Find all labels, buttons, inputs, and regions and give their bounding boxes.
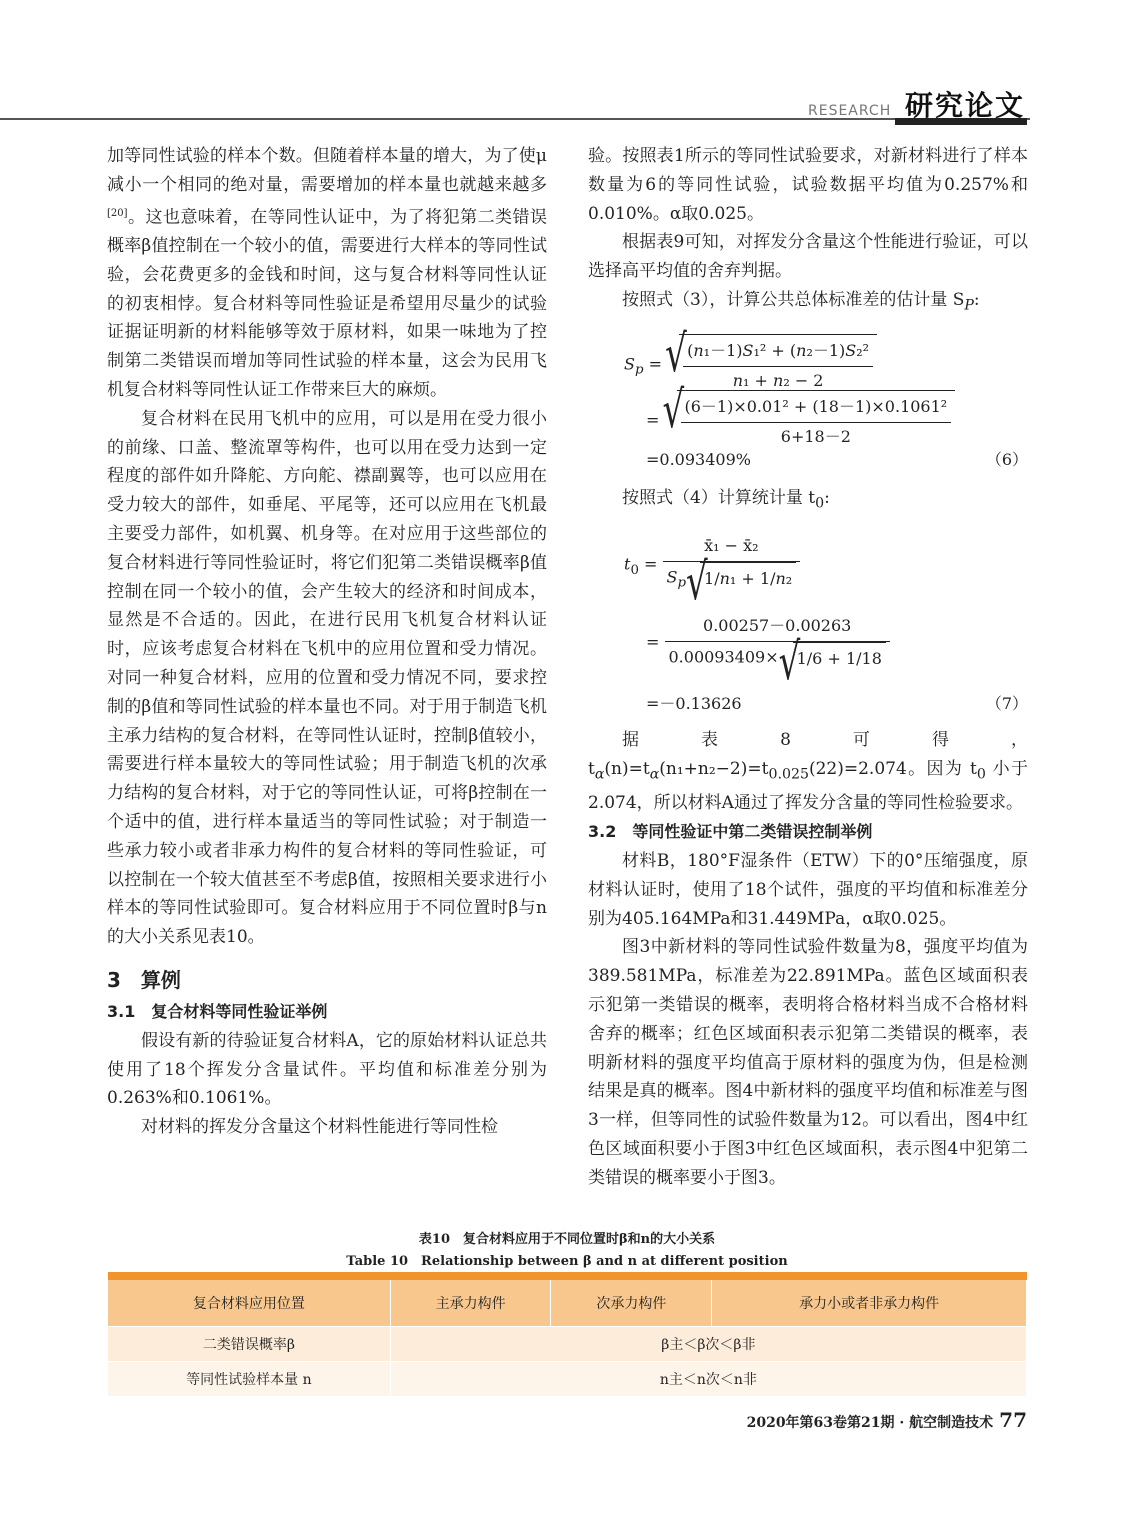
citation: [20] [107, 207, 128, 219]
research-label: RESEARCH [808, 103, 892, 119]
paragraph: 假设有新的待验证复合材料A，它的原始材料认证总共使用了18个挥发分含量试件。平均值和标准差分别为0.263%和0.1061%。 [107, 1030, 547, 1109]
table-10 [107, 1272, 1027, 1397]
section-heading: 3 算例 [107, 967, 181, 992]
section-title: 研究论文 [905, 89, 1026, 122]
table-cell: β主＜β次＜β非 [390, 1327, 1026, 1362]
equation-6: $S_p$ = √ $\frac{\text{(n₁－1)S₁² + (n₂－1)S₂²}}{\text{n₁ + n₂ − 2}}$ = √ $\frac{\text{(6－1)×0.01² + (18－1)×0.1061²}}{6+18-2}$ =0.093409% （6） [588, 334, 1028, 484]
left-column [107, 142, 547, 1142]
table-cell: 等同性试验样本量 n [108, 1362, 391, 1397]
subsection-heading: 3.1 复合材料等同性验证举例 [107, 1001, 328, 1021]
paragraph: 图3中新材料的等同性试验件数量为8，强度平均值为389.581MPa，标准差为22.891MPa。蓝色区域面积表示犯第一类错误的概率，表明将合格材料当成不合格材料舍弃的概率；红色区域面积表示犯第二类错误的概率，表明新材料的强度平均值高于原材料的强度为伪，但是检测结果是真的概率。图4中新材料的强度平均值和标准差与图3一样，但等同性的试验件数量为12。可以看出，图4中红色区域面积要小于图3中红色区域面积，表示图4中犯第二类错误的概率要小于图3。 [588, 937, 1028, 1188]
paragraph: 对材料的挥发分含量这个材料性能进行等同性检 [141, 1117, 498, 1138]
paragraph: 按照式（3），计算公共总体标准差的估计量 $S_P$: [622, 289, 980, 314]
paragraph: 按照式（4）计算统计量 $t_0$: [622, 488, 830, 512]
table-header-row [108, 1280, 1027, 1327]
table-row [108, 1327, 1027, 1362]
table-cell: 二类错误概率β [108, 1327, 391, 1362]
paragraph: 加等同性试验的样本个数。但随着样本量的增大，为了使μ减小一个相同的绝对量，需要增加的样本量也就越来越多[20]。这也意味着，在等同性认证中，为了将犯第二类错误概率β值控制在一个较小的值，需要进行大样本的等同性试验，会花费更多的金钱和时间，这与复合材料等同性认证的初衷相悖。复合材料等同性验证是希望用尽量少的试验证据证明新的材料能够等效于原材料，如果一味地为了控制第二类错误而增加等同性试验的样本量，这会为民用飞机复合材料等同性认证工作带来巨大的麻烦。 [107, 146, 547, 401]
page-number: 77 [999, 1408, 1027, 1432]
subsection-heading: 3.2 等同性验证中第二类错误控制举例 [588, 822, 873, 842]
paragraph: 复合材料在民用飞机中的应用，可以是用在受力很小的前缘、口盖、整流罩等构件，也可以用在受力达到一定程度的部件如升降舵、方向舵、襟副翼等，也可以应用在受力较大的部件，如垂尾、平尾等，还可以应用在飞机最主要受力部件，如机翼、机身等。在对应用于这些部位的复合材料进行等同性验证时，将它们犯第二类错误概率β值控制在同一个较小的值，会产生较大的经济和时间成本，显然是不合适的。因此，在进行民用飞机复合材料认证时，应该考虑复合材料在飞机中的应用位置和受力情况。对同一种复合材料，应用的位置和受力情况不同，要求控制的β值和等同性试验的样本量也不同。对于用于制造飞机主承力结构的复合材料，在等同性认证时，控制β值较小，需要进行样本量较大的等同性试验；用于制造飞机的次承力结构的复合材料，对于它的等同性认证，可将β控制在一个适中的值，进行样本量适当的等同性试验；对于制造一些承力较小或者非承力构件的复合材料的等同性验证，可以控制在一个较大值甚至不考虑β值，按照相关要求进行小样本的等同性试验即可。复合材料应用于不同位置时β与n的大小关系见表10。 [107, 408, 547, 948]
paragraph: 根据表9可知，对挥发分含量这个性能进行验证，可以选择高平均值的舍弃判据。 [588, 232, 1028, 282]
table-caption-cn: 表10 复合材料应用于不同位置时β和n的大小关系 [418, 1232, 716, 1247]
table-caption-en: Table 10 Relationship between β and n at different position [346, 1254, 788, 1269]
table-header-cell: 主承力构件 [390, 1280, 551, 1327]
table-header-cell: 复合材料应用位置 [108, 1280, 391, 1327]
paragraph: 材料B，180°F湿条件（ETW）下的0°压缩强度，原材料认证时，使用了18个试件，强度的平均值和标准差分别为405.164MPa和31.449MPa，α取0.025。 [588, 850, 1028, 929]
table-cell: n主＜n次＜n非 [390, 1362, 1026, 1397]
equation-7: $t_0$ = $\frac{\text{x̄₁ − x̄₂}}{S_p√ 1/n_1 + 1/n_2}$ = $\frac{0.00257-0.00263}{0.00093409\times√ 1/6 + 1/18}$ =－0.13626 （7） [588, 532, 1028, 726]
table-header-cell: 次承力构件 [551, 1280, 712, 1327]
paragraph: 据表8可得，$t_\alpha(n)=t_\alpha(n_1+n_2-2)=t_{0.025}(22)=2.074$。因为 $t_0$ 小于2.074，所以材料A通过了挥发分含量的等同性检验要求。 [588, 730, 1028, 814]
table-row [108, 1362, 1027, 1397]
paragraph: 验。按照表1所示的等同性试验要求，对新材料进行了样本数量为6的等同性试验，试验数据平均值为0.257%和0.010%。α取0.025。 [588, 146, 1028, 224]
right-column [588, 142, 1028, 1193]
page-footer [747, 1408, 1027, 1432]
table-header-cell: 承力小或者非承力构件 [712, 1280, 1027, 1327]
journal-info: 2020年第63卷第21期 · 航空制造技术 [746, 1415, 994, 1431]
